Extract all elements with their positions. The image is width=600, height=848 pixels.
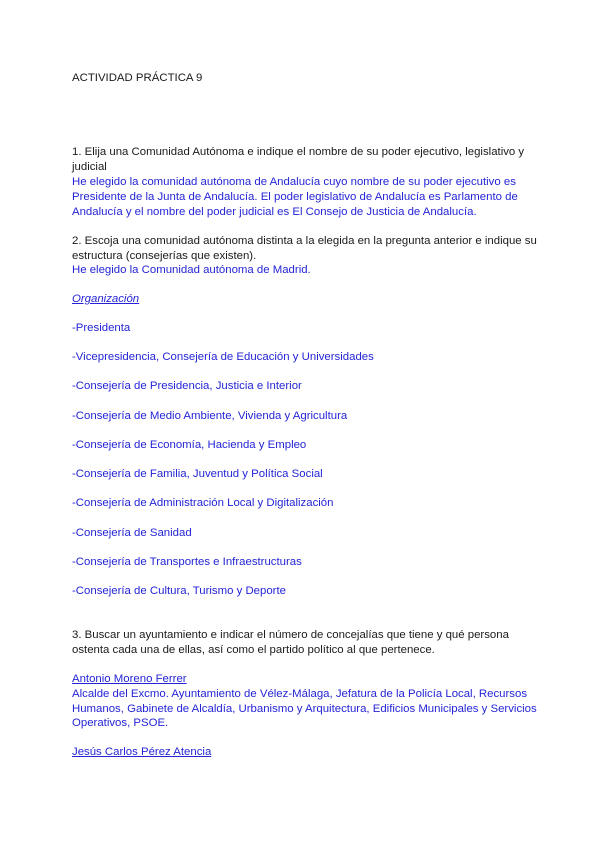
q1-answer-line-1: He elegido la comunidad autónoma de Andalucía cuyo nombre de su poder ejecutivo es [72, 176, 516, 188]
q3-question-line-1: 3. Buscar un ayuntamiento e indicar el número de concejalías que tiene y qué persona [72, 629, 509, 641]
organization-item: -Consejería de Sanidad [72, 527, 192, 539]
q2-answer: He elegido la Comunidad autónoma de Madrid. [72, 264, 311, 276]
q1-answer-line-3: Andalucía y el nombre del poder judicial es El Consejo de Justicia de Andalucía. [72, 206, 477, 218]
person-description-line-1: Alcalde del Excmo. Ayuntamiento de Vélez-Málaga, Jefatura de la Policía Local, Recursos [72, 688, 528, 700]
organization-item: -Consejería de Transportes e Infraestructuras [72, 556, 302, 568]
q2-question-line-1: 2. Escoja una comunidad autónoma distinta a la elegida en la pregunta anterior e indique su [72, 235, 537, 247]
organization-item: -Consejería de Administración Local y Digitalización [72, 497, 334, 509]
organization-item: -Consejería de Medio Ambiente, Vivienda y Agricultura [72, 410, 348, 422]
q3-question-line-2: ostenta cada una de ellas, así como el partido político al que pertenece. [72, 644, 435, 656]
q2-question-line-2: estructura (consejerías que existen). [72, 250, 257, 262]
organization-item: -Consejería de Presidencia, Justicia e Interior [72, 380, 302, 392]
person-name-link[interactable]: Antonio Moreno Ferrer [72, 673, 187, 685]
organization-item: -Consejería de Cultura, Turismo y Deporte [72, 585, 286, 597]
organization-item: -Vicepresidencia, Consejería de Educación y Universidades [72, 351, 374, 363]
person-description-line-3: Operativos, PSOE. [72, 717, 169, 729]
organization-item: -Presidenta [72, 322, 131, 334]
document-title: ACTIVIDAD PRÁCTICA 9 [72, 72, 203, 84]
organization-item: -Consejería de Familia, Juventud y Política Social [72, 468, 323, 480]
organization-item: -Consejería de Economía, Hacienda y Empleo [72, 439, 307, 451]
q1-question-line-2: judicial [72, 161, 107, 173]
person-description-line-2: Humanos, Gabinete de Alcaldía, Urbanismo y Arquitectura, Edificios Municipales y Servicios [72, 703, 537, 715]
q1-answer-line-2: Presidente de la Junta de Andalucía. El poder legislativo de Andalucía es Parlamento de [72, 191, 518, 203]
q1-question-line-1: 1. Elija una Comunidad Autónoma e indique el nombre de su poder ejecutivo, legislativo y [72, 146, 525, 158]
person-name-link[interactable]: Jesús Carlos Pérez Atencia [72, 746, 212, 758]
organization-heading-link[interactable]: Organización [72, 293, 140, 305]
